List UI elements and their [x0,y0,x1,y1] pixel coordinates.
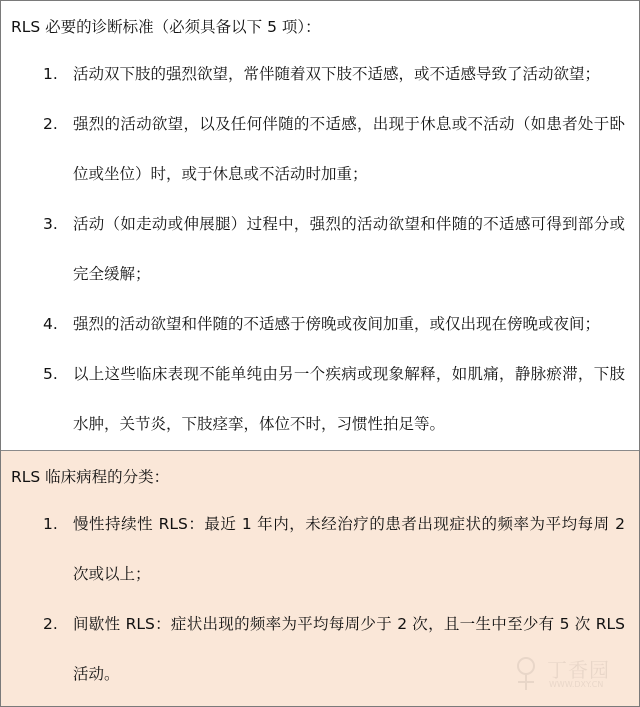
list-item-number: 5. [43,365,58,383]
clinical-course-heading: RLS 临床病程的分类： [11,468,170,486]
list-item-text: 活动双下肢的强烈欲望，常伴随着双下肢不适感，或不适感导致了活动欲望； [73,65,601,83]
list-item-text: 以上这些临床表现不能单纯由另一个疾病或现象解释，如肌痛，静脉瘀滞，下肢水肿，关节炎，下肢痉挛，体位不时，习惯性拍足等。 [73,365,625,433]
diagnostic-criteria-heading: RLS 必要的诊断标准（必须具备以下 5 项）： [11,18,321,36]
list-item-text: 活动（如走动或伸展腿）过程中，强烈的活动欲望和伴随的不适感可得到部分或完全缓解； [73,215,625,283]
clinical-course-section [1,450,639,706]
list-item-text: 间歇性 RLS：症状出现的频率为平均每周少于 2 次，且一生中至少有 5 次 RLS 活动。 [73,615,625,683]
list-item-number: 2. [43,615,58,633]
diagnostic-criteria-list [11,49,631,449]
list-item-number: 1. [43,65,58,83]
list-item [11,199,631,299]
list-item [11,349,631,449]
watermark-logo [509,652,629,696]
diagnostic-criteria-section [1,1,639,450]
list-item-number: 1. [43,515,58,533]
list-item [11,499,631,599]
watermark-url: WWW.DXY.CN [549,680,604,689]
list-item-text: 强烈的活动欲望，以及任何伴随的不适感，出现于休息或不活动（如患者处于卧位或坐位）时，或于休息或不活动时加重； [73,115,625,183]
list-item [11,99,631,199]
list-item-number: 2. [43,115,58,133]
list-item [11,299,631,349]
list-item-number: 3. [43,215,58,233]
list-item [11,49,631,99]
dxy-logo-icon [509,652,543,692]
watermark-text: 丁香园 [547,658,610,682]
list-item-number: 4. [43,315,58,333]
list-item-text: 强烈的活动欲望和伴随的不适感于傍晚或夜间加重，或仅出现在傍晚或夜间； [73,315,601,333]
list-item-text: 慢性持续性 RLS：最近 1 年内，未经治疗的患者出现症状的频率为平均每周 2 次或以上； [73,515,625,583]
